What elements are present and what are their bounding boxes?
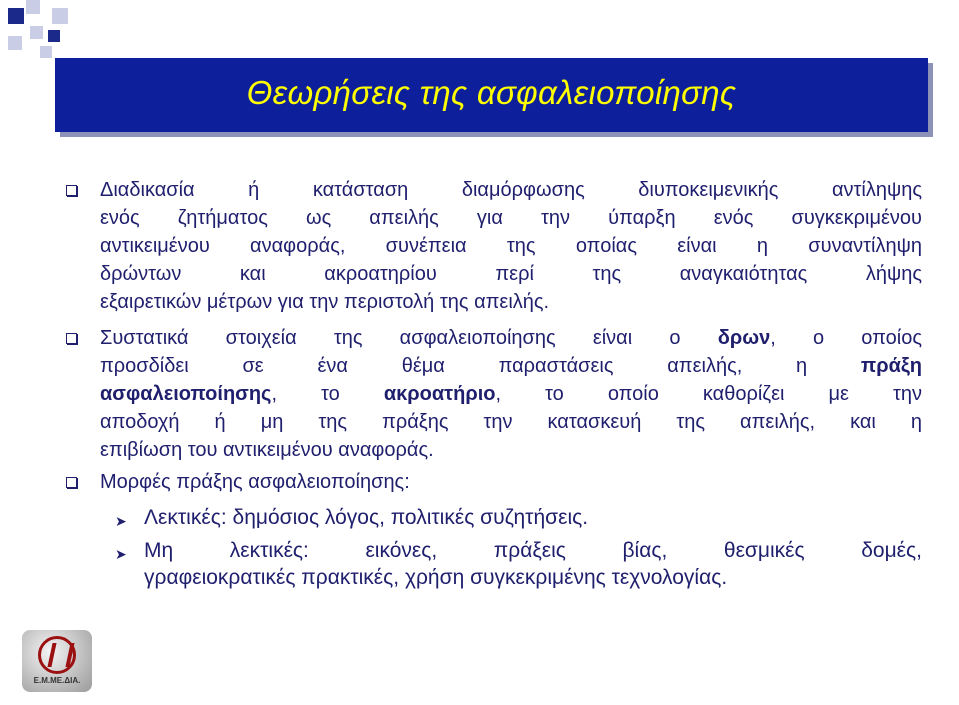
decor-square bbox=[8, 8, 24, 24]
slide-title: Θεωρήσεις της ασφαλειοποίησης bbox=[246, 74, 737, 111]
text-line: επιβίωση του αντικειμένου αναφοράς. bbox=[100, 439, 434, 461]
bold-term: ακροατήριο bbox=[383, 383, 496, 405]
bullet-item bbox=[60, 324, 922, 464]
bullet-text bbox=[100, 324, 922, 464]
bullet-item bbox=[60, 176, 922, 316]
checkbox-bullet-icon bbox=[66, 477, 77, 488]
decor-square bbox=[40, 46, 52, 58]
arrow-bullet-icon: ➤ bbox=[115, 546, 127, 562]
bullet-item bbox=[60, 468, 922, 496]
sub-bullet-text bbox=[144, 537, 922, 591]
sub-bullet-item bbox=[60, 504, 922, 531]
arrow-bullet-icon: ➤ bbox=[115, 513, 127, 529]
text-line: αντικειμένου αναφοράς, συνέπεια της οποίας είναι η συναντίληψη bbox=[100, 235, 922, 257]
text-line: γραφειοκρατικές πρακτικές, χρήση συγκεκριμένης τεχνολογίας. bbox=[144, 566, 728, 589]
text-line: αποδοχή ή μη της πράξης την κατασκευή της απειλής, και η bbox=[100, 411, 922, 433]
decor-square bbox=[48, 30, 60, 42]
text-line: ενός ζητήματος ως απειλής για την ύπαρξη ενός συγκεκριμένου bbox=[100, 207, 922, 229]
text-line: Συστατικά στοιχεία της ασφαλειοποίησης είναι ο δρων, ο οποίος bbox=[100, 327, 922, 349]
slide-content bbox=[60, 176, 922, 591]
bullet-text bbox=[100, 176, 922, 316]
decor-square bbox=[26, 0, 40, 14]
decor-square bbox=[8, 36, 22, 50]
text-line: Μορφές πράξης ασφαλειοποίησης: bbox=[100, 471, 410, 493]
title-banner bbox=[55, 58, 928, 132]
logo-text: Ε.Μ.ΜΕ.ΔΙΑ. bbox=[33, 676, 81, 685]
text-line: δρώντων και ακροατηρίου περί της αναγκαιότητας λήψης bbox=[100, 263, 922, 285]
decor-square bbox=[30, 26, 43, 39]
sub-bullet-item bbox=[60, 537, 922, 591]
text-line: Μη λεκτικές: εικόνες, πράξεις βίας, θεσμικές δομές, bbox=[144, 539, 922, 562]
text-line: εξαιρετικών μέτρων για την περιστολή της απειλής. bbox=[100, 291, 550, 313]
bold-term: πράξη bbox=[860, 355, 922, 377]
sub-bullet-text bbox=[144, 504, 922, 531]
bold-term: ασφαλειοποίησης bbox=[100, 383, 272, 405]
text-line: ασφαλειοποίησης, το ακροατήριο, το οποίο καθορίζει με την bbox=[100, 383, 922, 405]
decor-square bbox=[52, 8, 68, 24]
text-line: Λεκτικές: δημόσιος λόγος, πολιτικές συζητήσεις. bbox=[144, 506, 589, 529]
text-line: Διαδικασία ή κατάσταση διαμόρφωσης διυποκειμενικής αντίληψης bbox=[100, 179, 922, 201]
checkbox-bullet-icon bbox=[66, 333, 77, 344]
bold-term: δρων bbox=[717, 327, 771, 349]
checkbox-bullet-icon bbox=[66, 185, 77, 196]
logo-emblem-icon bbox=[38, 636, 76, 674]
organization-logo bbox=[22, 630, 92, 692]
text-line: προσδίδει σε ένα θέμα παραστάσεις απειλής, η πράξη bbox=[100, 355, 922, 377]
bullet-text bbox=[100, 468, 922, 496]
